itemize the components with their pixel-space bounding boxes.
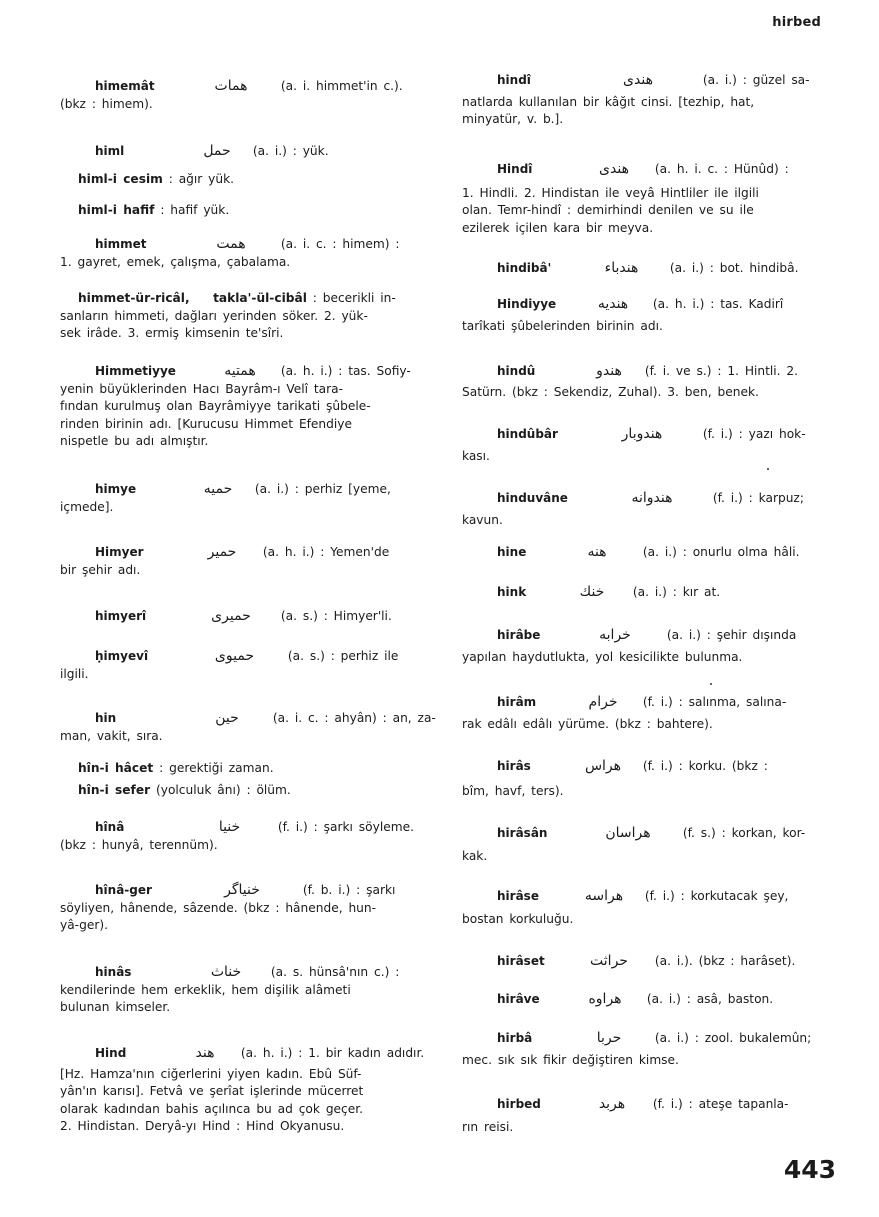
arabic-headword: حميه (203, 481, 233, 497)
print-speck (710, 683, 712, 685)
headword: hînâ (95, 820, 125, 834)
headword: hindû (497, 364, 536, 378)
entry-hirba (462, 1030, 840, 1069)
arabic-headword: هنه (587, 544, 607, 560)
arabic-headword: هندو (596, 363, 622, 379)
definition: (a. i. c. : himem) : (280, 237, 400, 251)
headword: hink (497, 585, 527, 599)
entry-hindiba (462, 260, 840, 278)
headword: hindibâ' (497, 261, 552, 275)
entry-hina-ger (60, 882, 436, 935)
definition: rinden birinin adı. [Kurucusu Himmet Efendiye (60, 416, 352, 431)
headword: hirbâ (497, 1031, 533, 1045)
entry-himl-i-hafif (60, 202, 436, 220)
arabic-headword: حين (215, 710, 239, 726)
definition: kası. (462, 448, 490, 463)
definition: bîm, havf, ters). (462, 783, 564, 798)
headword: hin (95, 711, 117, 725)
definition: (bkz : himem). (60, 96, 153, 111)
entry-hirabe (462, 627, 840, 666)
definition: (a. i.) : kır at. (632, 585, 721, 599)
entry-himl (60, 143, 436, 161)
entry-hindiyye (462, 296, 840, 335)
definition: bostan korkuluğu. (462, 911, 574, 926)
definition: tarîkati şûbelerinden birinin adı. (462, 318, 663, 333)
headword: himmet (95, 237, 147, 251)
definition: mec. sık sık fikir değiştiren kimse. (462, 1052, 679, 1067)
arabic-headword: حربا (596, 1030, 622, 1046)
definition: Satürn. (bkz : Sekendiz, Zuhal). 3. ben, benek. (462, 384, 759, 399)
arabic-headword: خرام (588, 694, 618, 710)
headword: Hind (95, 1046, 127, 1060)
entry-himl-i-cesim (60, 171, 436, 189)
headword: hine (497, 545, 527, 559)
definition: yân'ın karısı]. Fetvâ ve şerîat işlerinde mücerret (60, 1084, 364, 1098)
definition: içmede]. (60, 499, 114, 514)
arabic-headword: خنياگر (224, 882, 260, 898)
definition: (f. i.) : ateşe tapanla- (652, 1097, 789, 1111)
definition: rın reisi. (462, 1119, 514, 1134)
entry-hindu (462, 363, 840, 401)
arabic-headword: خناث (210, 964, 242, 980)
subheadword: hîn-i hâcet (78, 761, 154, 775)
definition: (a. i.). (bkz : harâset). (654, 954, 796, 968)
definition: bulunan kimseler. (60, 1000, 171, 1014)
entry-hin-i-sefer (60, 782, 436, 800)
definition: söyliyen, hânende, sâzende. (bkz : hânende, hun- (60, 900, 377, 915)
definition: (a. h. i.) : Yemen'de (262, 545, 390, 559)
entry-hin (60, 710, 436, 745)
definition: kendilerinde hem erkeklik, hem dişilik alâmeti (60, 982, 351, 997)
definition: (f. i.) : korkutacak şey, (644, 889, 789, 903)
definition: olarak kadından bahis açılınca bu ad çok geçer. (60, 1101, 364, 1116)
subheadword: himl-i cesim (78, 172, 163, 186)
arabic-headword: هندوانه (631, 490, 673, 506)
definition: yenin büyüklerinden Hacı Bayrâm-ı Velî tara- (60, 381, 344, 396)
arabic-headword: هندوبار (621, 426, 663, 442)
definition: (a. h. i.) : 1. bir kadın adıdır. (240, 1046, 425, 1060)
entry-hirave (462, 991, 840, 1009)
definition: ezilerek içilen kara bir meyva. (462, 220, 654, 235)
arabic-headword: همات (214, 78, 248, 94)
definition: (a. i.) : yük. (252, 144, 329, 158)
arabic-headword: هند (195, 1045, 215, 1061)
entry-hink (462, 584, 840, 602)
entry-himyevi (60, 648, 436, 683)
definition: nispetle bu adı almıştır. (60, 434, 209, 448)
arabic-headword: خنك (579, 584, 605, 600)
entry-hindubar (462, 426, 840, 465)
definition: sek irâde. 3. ermiş kimsenin te'sîri. (60, 326, 284, 340)
arabic-headword: خنيا (218, 819, 241, 835)
headword: Hindî (497, 162, 533, 176)
arabic-headword: هنديه (597, 296, 629, 312)
definition: (a. i.) : onurlu olma hâli. (642, 545, 800, 559)
arabic-headword: هندباء (604, 260, 639, 276)
definition: (a. h. i.) : tas. Kadirî (652, 297, 784, 311)
headword: hirâse (497, 889, 539, 903)
headword: hirâsân (497, 826, 548, 840)
definition: ilgili. (60, 666, 89, 681)
entry-hiras (462, 758, 840, 800)
page-number: 443 (783, 1155, 836, 1184)
definition: (yolculuk ânı) : ölüm. (155, 783, 291, 797)
entry-himmetiyye (60, 363, 436, 451)
entry-hiraset (462, 953, 840, 971)
entry-hinas (60, 964, 436, 1017)
definition: (a. s.) : Himyer'li. (280, 609, 392, 623)
definition: (a. i.) : şehir dışında (666, 628, 797, 642)
entry-himyeri (60, 608, 436, 626)
definition: minyatür, v. b.]. (462, 112, 564, 126)
headword: hînâ-ger (95, 883, 152, 897)
headword: hindî (497, 73, 531, 87)
headword: Hindiyye (497, 297, 557, 311)
definition: (a. s.) : perhiz ile (287, 649, 399, 663)
entry-hirbed (462, 1096, 840, 1136)
headword: hirâbe (497, 628, 541, 642)
headword: hirâve (497, 992, 540, 1006)
entry-himyer (60, 544, 436, 579)
entry-hind (60, 1045, 436, 1136)
headword: himyerî (95, 609, 147, 623)
arabic-headword: خرابه (599, 627, 631, 643)
subheadword: takla'-ül-cibâl (213, 291, 307, 305)
entry-hinduvane (462, 490, 840, 529)
definition: (a. h. i.) : tas. Sofiy- (280, 364, 411, 378)
entry-Hindi (462, 161, 840, 237)
print-speck (767, 468, 769, 470)
subheadword: himmet-ür-ricâl, (78, 291, 190, 305)
definition: fından kurulmuş olan Bayrâmiyye tarikati şûbele- (60, 399, 371, 413)
headword: hirâm (497, 695, 537, 709)
entry-hirasan (462, 825, 840, 865)
definition: kavun. (462, 512, 503, 527)
arabic-headword: حميرى (211, 608, 251, 624)
definition: 2. Hindistan. Deryâ-yı Hind : Hind Okyanusu. (60, 1119, 345, 1133)
definition: olan. Temr-hindî : demirhindi denilen ve su ile (462, 203, 754, 217)
arabic-headword: همتيه (224, 363, 256, 379)
headword: ḥimyevî (95, 649, 149, 663)
definition: man, vakit, sıra. (60, 728, 163, 743)
running-head: hirbed (772, 15, 821, 30)
definition: (f. i. ve s.) : 1. Hintli. 2. (644, 364, 799, 378)
headword: hirâset (497, 954, 545, 968)
definition: kak. (462, 848, 488, 863)
arabic-headword: همت (216, 236, 246, 252)
definition: (f. i.) : karpuz; (712, 491, 804, 505)
arabic-headword: هراسه (584, 888, 624, 904)
entry-hine (462, 544, 840, 562)
definition: : hafif yük. (160, 203, 230, 217)
definition: (a. i. c. : ahyân) : an, za- (272, 711, 436, 725)
entry-hina (60, 819, 436, 854)
headword: Himmetiyye (95, 364, 176, 378)
definition: sanların himmeti, dağları yerinden söker. 2. yük- (60, 308, 368, 323)
entry-himmet (60, 236, 436, 271)
headword: hinduvâne (497, 491, 568, 505)
entry-hiram (462, 694, 840, 733)
definition: (bkz : hunyâ, terennüm). (60, 837, 218, 852)
entry-himye (60, 481, 436, 516)
entry-himemat (60, 78, 436, 113)
definition: (a. i.) : bot. hindibâ. (669, 261, 799, 275)
definition: (a. i.) : asâ, baston. (646, 992, 774, 1006)
headword: himemât (95, 79, 155, 93)
headword: hirâs (497, 759, 531, 773)
definition: (f. i.) : yazı hok- (702, 427, 806, 441)
entry-himmet-ur-rical (60, 290, 436, 343)
definition: (a. i.) : perhiz [yeme, (254, 482, 391, 496)
headword: hirbed (497, 1097, 541, 1111)
entry-hin-i-hacet (60, 760, 436, 778)
headword: hindûbâr (497, 427, 558, 441)
arabic-headword: هندى (599, 161, 629, 177)
headword: hinâs (95, 965, 132, 979)
arabic-headword: هراسان (605, 825, 651, 841)
definition: 1. gayret, emek, çalışma, çabalama. (60, 254, 291, 269)
definition: (a. i.) : zool. bukalemûn; (654, 1031, 812, 1045)
subheadword: hîn-i sefer (78, 783, 151, 797)
definition: (f. s.) : korkan, kor- (682, 826, 806, 840)
definition: yâ-ger). (60, 918, 108, 932)
definition: yapılan haydutlukta, yol kesicilikte bulunma. (462, 649, 743, 664)
definition: (a. i.) : güzel sa- (702, 73, 810, 87)
arabic-headword: حمير (207, 544, 237, 560)
definition: (a. h. i. c. : Hünûd) : (654, 162, 789, 176)
arabic-headword: حمل (203, 143, 231, 159)
arabic-headword: حميوى (214, 648, 255, 664)
definition: 1. Hindli. 2. Hindistan ile veyâ Hintliler ile ilgili (462, 185, 759, 200)
definition: (a. s. hünsâ'nın c.) : (270, 965, 400, 979)
arabic-headword: حراثت (590, 953, 628, 969)
definition: natlarda kullanılan bir kâğıt cinsi. [tezhip, hat, (462, 94, 755, 109)
definition: [Hz. Hamza'nın ciğerlerini yiyen kadın. Ebû Süf- (60, 1066, 362, 1081)
subheadword: himl-i hafif (78, 203, 155, 217)
definition: : becerikli in- (312, 291, 396, 305)
arabic-headword: هراس (584, 758, 622, 774)
definition: (f. i.) : şarkı söyleme. (277, 820, 414, 834)
definition: (f. b. i.) : şarkı (302, 883, 396, 897)
arabic-headword: هربد (598, 1096, 626, 1112)
definition: bir şehir adı. (60, 562, 141, 577)
definition: : gerektiği zaman. (159, 761, 274, 775)
definition: (f. i.) : korku. (bkz : (642, 759, 768, 773)
headword: Himyer (95, 545, 144, 559)
definition: rak edâlı edâlı yürüme. (bkz : bahtere). (462, 716, 713, 731)
entry-hirase (462, 888, 840, 928)
definition: (f. i.) : salınma, salına- (642, 695, 787, 709)
entry-hindi (462, 72, 840, 129)
definition: (a. i. himmet'in c.). (280, 79, 403, 93)
headword: himye (95, 482, 137, 496)
arabic-headword: هراوه (588, 991, 622, 1007)
definition: : ağır yük. (168, 172, 235, 186)
headword: himl (95, 144, 125, 158)
arabic-headword: هندى (623, 72, 653, 88)
